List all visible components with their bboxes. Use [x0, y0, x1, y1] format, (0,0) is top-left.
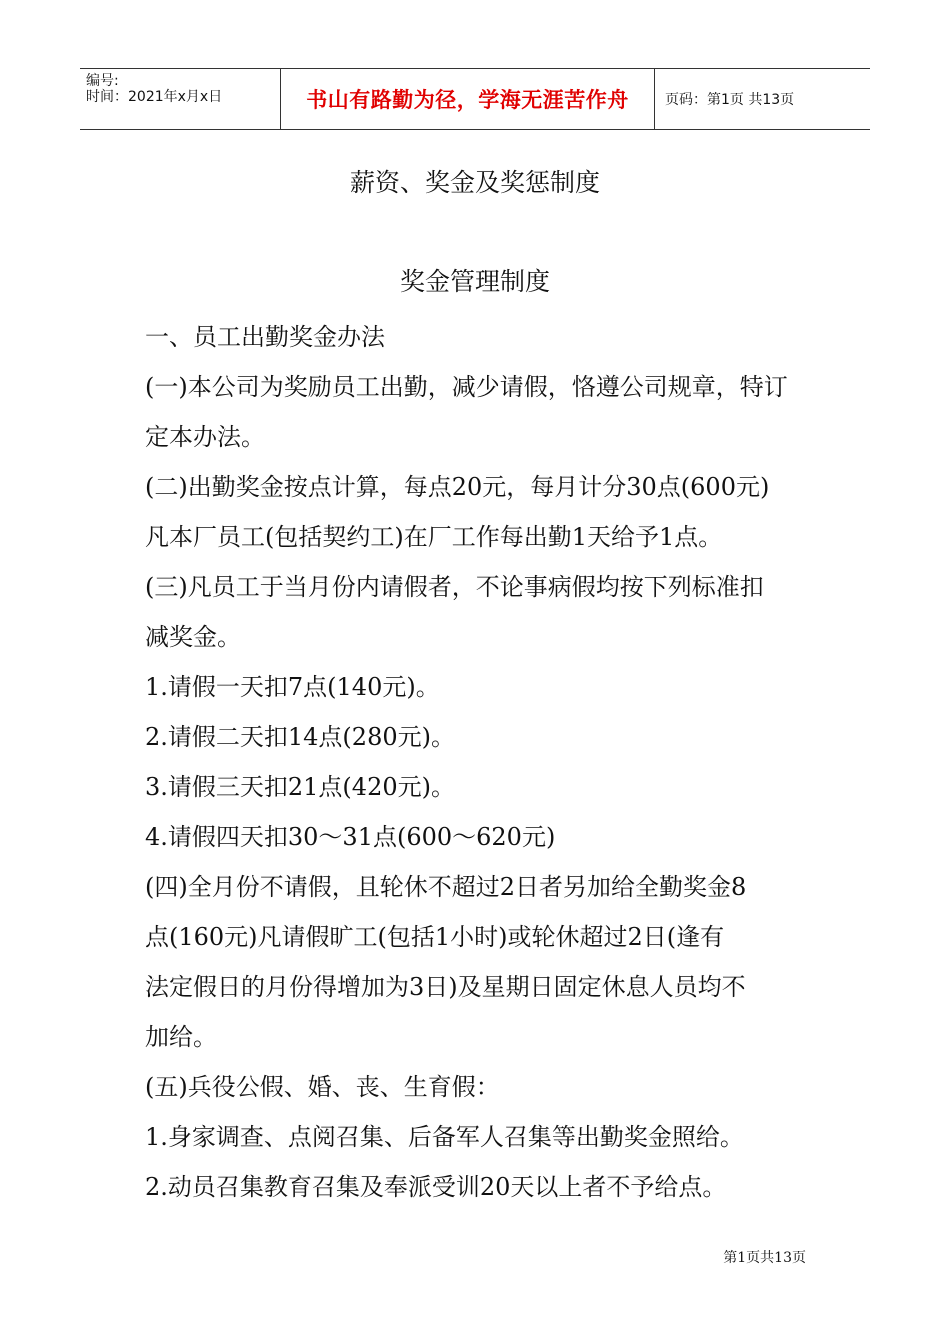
number-label: 编号:: [86, 73, 119, 89]
body-line: (三)凡员工于当月份内请假者，不论事病假均按下列标准扣: [145, 573, 764, 601]
page-footer: 第1页共13页: [723, 1250, 806, 1266]
body-line: 加给。: [145, 1023, 217, 1051]
body-line: (二)出勤奖金按点计算，每点20元，每月计分30点(600元): [145, 473, 770, 501]
body-line: 点(160元)凡请假旷工(包括1小时)或轮休超过2日(逢有: [145, 923, 725, 951]
body-line: (一)本公司为奖励员工出勤，减少请假，恪遵公司规章，特订: [145, 373, 788, 401]
body-line: 一、员工出勤奖金办法: [145, 323, 385, 351]
body-line: 1.请假一天扣7点(140元)。: [145, 673, 440, 701]
document-body: [145, 312, 815, 1212]
body-line: (四)全月份不请假，且轮休不超过2日者另加给全勤奖金8: [145, 873, 747, 901]
header-page-label: 页码：第1页 共13页: [665, 92, 795, 108]
document-header: [80, 68, 870, 130]
body-line: 1.身家调查、点阅召集、后备军人召集等出勤奖金照给。: [145, 1123, 744, 1151]
body-line: 法定假日的月份得增加为3日)及星期日固定休息人员均不: [145, 973, 746, 1001]
document-subtitle: 奖金管理制度: [399, 267, 550, 296]
body-line: (五)兵役公假、婚、丧、生育假：: [145, 1073, 500, 1101]
document-title: 薪资、奖金及奖惩制度: [349, 168, 600, 197]
body-line: 2.动员召集教育召集及奉派受训20天以上者不予给点。: [145, 1173, 727, 1201]
date-label: 时间：2021年x月x日: [86, 89, 223, 105]
header-meta: [80, 69, 281, 129]
body-line: 定本办法。: [145, 423, 265, 451]
body-line: 4.请假四天扣30～31点(600～620元): [145, 823, 556, 851]
header-motto: 书山有路勤为径，学海无涯苦作舟: [281, 69, 655, 129]
body-line: 2.请假二天扣14点(280元)。: [145, 723, 455, 751]
body-line: 减奖金。: [145, 623, 241, 651]
body-line: 3.请假三天扣21点(420元)。: [145, 773, 455, 801]
body-line: 凡本厂员工(包括契约工)在厂工作每出勤1天给予1点。: [145, 523, 723, 551]
